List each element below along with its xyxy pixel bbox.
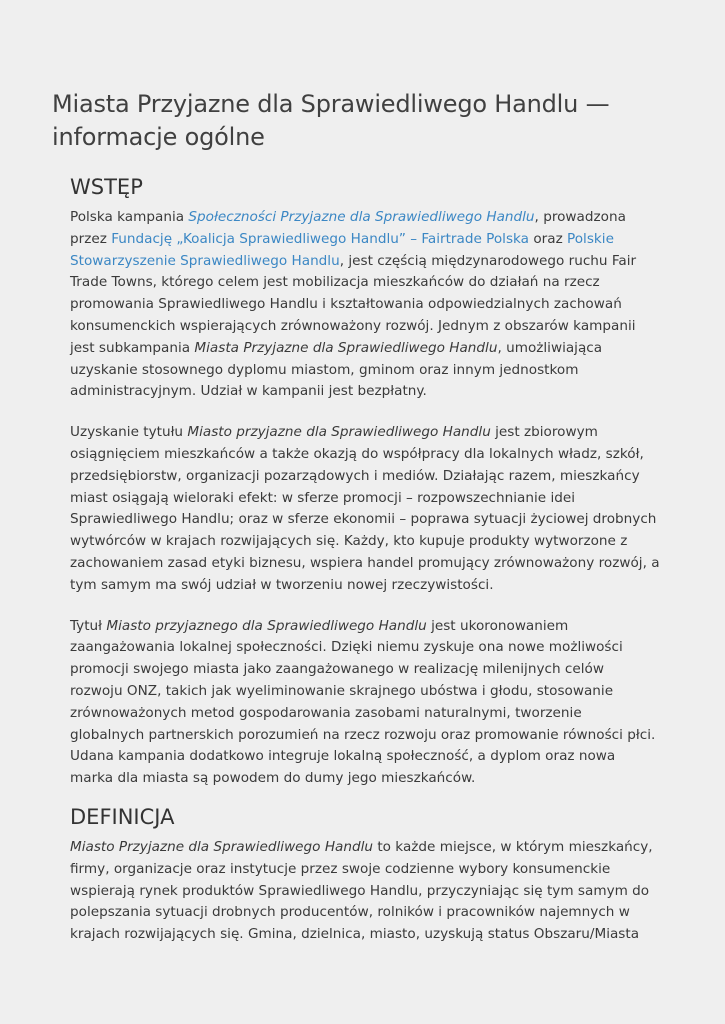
emphasis-text: Miasto przyjaznego dla Sprawiedliwego Handlu (106, 617, 427, 634)
emphasis-text: Miasta Przyjazne dla Sprawiedliwego Handlu (194, 339, 498, 356)
intro-paragraph-3 (70, 616, 660, 790)
link-polskie-stowarzyszenie[interactable]: Polskie Stowarzyszenie Sprawiedliwego Handlu (70, 230, 614, 269)
page-title: Miasta Przyjazne dla Sprawiedliwego Handlu — informacje ogólne (52, 90, 610, 151)
text-run: jest ukoronowaniem zaangażowania lokalnej społeczności. Dzięki niemu zyskuje ona nowe możliwości promocji swojego miasta jako zaangażowanego w realizację milenijnych celów rozwoju ONZ, takich jak wyeliminowanie skrajnego ubóstwa i głodu, stosowanie zrównoważonych metod gospodarowania zasobami naturalnymi, tworzenie globalnych partnerskich porozumień na rzecz rozwoju oraz promowanie równości płci. Udana kampania dodatkowo integruje lokalną społeczność, a dyplom oraz nowa marka dla miasta są powodem do dumy jego mieszkańców. (70, 617, 656, 787)
paragraph-spacer (70, 403, 660, 422)
link-text: Społeczności Przyjazne dla Sprawiedliwego Handlu (188, 209, 535, 225)
emphasis-text: Miasto Przyjazne dla Sprawiedliwego Handlu (70, 838, 374, 855)
text-run: to każde miejsce, w którym mieszkańcy, firmy, organizacje oraz instytucje przez swoje codzienne wybory konsumenckie wspierają rynek produktów Sprawiedliwego Handlu, przyczyniając się tym samym do polepszania sytuacji drobnych producentów, rolników i pracowników najemnych w krajach rozwijających się. Gmina, dzielnica, miasto, uzyskują status Obszaru/Miasta (70, 838, 653, 943)
emphasis-text: Miasto przyjazne dla Sprawiedliwego Handlu (187, 424, 491, 441)
text-run: oraz (529, 230, 568, 247)
intro-paragraph-1 (70, 207, 660, 403)
text-run: Polska kampania (70, 209, 189, 225)
text-run: , jest częścią międzynarodowego ruchu Fair Trade Towns, którego celem jest mobilizacja mieszkańców do działań na rzecz promowania Sprawiedliwego Handlu i kształtowania odpowiedzialnych zachowań konsumenckich wspierających zrównoważony rozwój. Jednym z obszarów kampanii jest subkampania (70, 252, 637, 356)
paragraph-spacer (70, 597, 660, 616)
text-run: Tytuł (70, 617, 107, 634)
intro-paragraph-2 (70, 422, 660, 596)
intro-heading: WSTĘP (70, 175, 143, 199)
link-fundacja-koalicja[interactable]: Fundację „Koalicja Sprawiedliwego Handlu” – Fairtrade Polska (111, 230, 530, 247)
article-body (70, 170, 660, 946)
definition-heading: DEFINICJA (70, 804, 175, 829)
text-run: , umożliwiająca uzyskanie stosownego dyplomu miastom, gminom oraz innym jednostkom administracyjnym. Udział w kampanii jest bezpłatny. (70, 339, 603, 400)
text-run: Uzyskanie tytułu (70, 424, 188, 441)
text-run: , prowadzona przez (70, 209, 626, 247)
link-spolecznosci-przyjazne[interactable] (188, 209, 534, 225)
definition-paragraph-1 (70, 837, 660, 946)
text-run: jest zbiorowym osiągnięciem mieszkańców a także okazją do współpracy dla lokalnych władz, szkół, przedsiębiorstw, organizacji pozarządowych i mediów. Działając razem, mieszkańcy miast osiągają wieloraki efekt: w sferze promocji – rozpowszechnianie idei Sprawiedliwego Handlu; oraz w sferze ekonomii – poprawa sytuacji życiowej drobnych wytwórców w krajach rozwijających się. Każdy, kto kupuje produkty wytworzone z zachowaniem zasad etyki biznesu, wspiera handel promujący zrównoważony rozwój, a tym samym ma swój udział w tworzeniu nowej rzeczywistości. (70, 424, 660, 593)
